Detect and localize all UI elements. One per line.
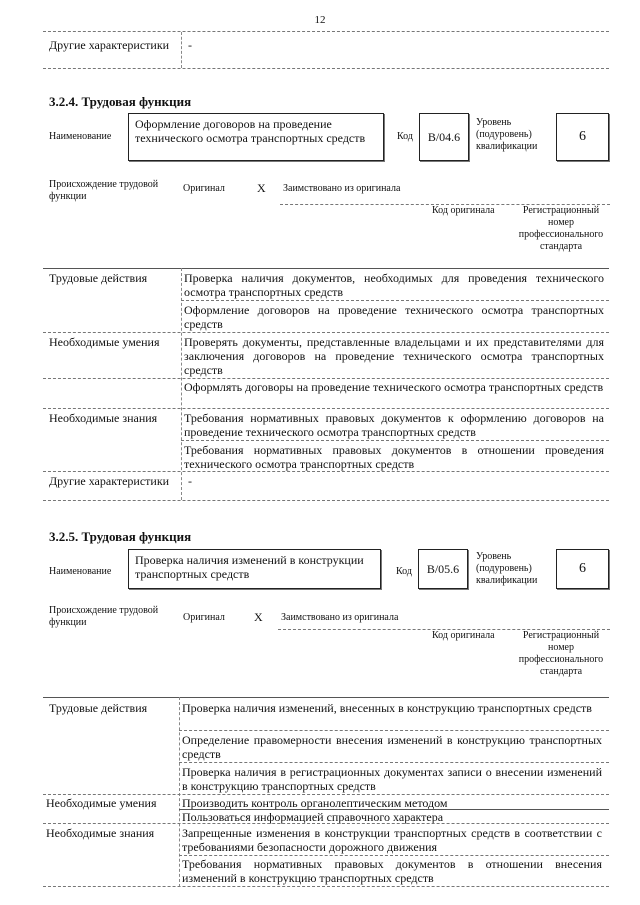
original-mark-324: X [257,181,266,195]
name-value-325: Проверка наличия изменений в конструкции транспортных средств [128,549,381,589]
code-value-325: B/05.6 [418,549,468,589]
row-item-knowledge-324-1: Требования нормативных правовых документов к оформлению договоров на проведение технического осмотра транспортных средств [184,411,604,439]
table-rule [43,500,609,501]
table-rule [181,440,609,441]
original-label-325: Оригинал [183,612,225,623]
row-label-other-324: Другие характеристики [49,474,170,488]
table-rule [181,300,609,301]
table-rule [43,31,609,32]
row-item-skills-325-2: Пользоваться информацией справочного характера [182,810,444,824]
table-rule [43,408,609,409]
row-label-skills-324: Необходимые умения [49,335,160,349]
code-original-label-325: Код оригинала [432,630,495,641]
row-item-actions-324-2: Оформление договоров на проведение технического осмотра транспортных средств [184,303,604,331]
column-divider [181,32,182,68]
code-value-324: B/04.6 [419,113,469,161]
table-rule [43,378,609,379]
table-rule [43,823,609,824]
section-heading-324: 3.2.4. Трудовая функция [49,94,192,109]
original-label-324: Оригинал [183,183,225,194]
name-label-324: Наименование [49,131,112,142]
origin-label-324: Происхождение трудовой функции [49,179,159,202]
section-heading-325: 3.2.5. Трудовая функция [49,529,192,544]
table-rule [43,268,609,269]
row-item-knowledge-324-2: Требования нормативных правовых документов в отношении проведения технического осмотра транспортных средств [184,443,604,471]
code-label-324: Код [397,131,413,142]
row-item-skills-325-1: Производить контроль органолептическим методом [182,796,448,810]
code-label-325: Код [396,566,412,577]
borrowed-label-324: Заимствовано из оригинала [283,183,401,194]
table-rule [43,697,609,698]
row-item-knowledge-325-1: Запрещенные изменения в конструкции транспортных средств в соответствии с требованиями безопасности дорожного движения [182,826,602,854]
row-item-skills-324-2: Оформлять договоры на проведение технического осмотра транспортных средств [184,380,604,394]
row-label-actions-324: Трудовые действия [49,271,148,285]
row-item-skills-324-1: Проверять документы, представленные владельцами и их представителями для заключения договоров на проведение технического осмотра транспортных средств [184,335,604,377]
level-label-325: Уровень (подуровень) квалификации [476,551,538,586]
level-label-324: Уровень (подуровень) квалификации [476,117,538,152]
origin-label-325: Происхождение трудовой функции [49,605,159,628]
row-label-skills-325: Необходимые умения [46,796,157,810]
table-rule [43,471,609,472]
borrowed-label-325: Заимствовано из оригинала [281,612,399,623]
column-divider [181,268,182,500]
reg-number-label-325: Регистрационный номер профессионального стандарта [518,630,604,677]
column-divider [179,697,180,887]
row-item-actions-325-3: Проверка наличия в регистрационных документах записи о внесении изменений в конструкцию транспортных средств [182,765,602,793]
table-rule [43,68,609,69]
code-original-label-324: Код оригинала [432,205,495,216]
level-value-324: 6 [556,113,609,161]
table-rule [179,855,609,856]
table-rule [43,886,609,887]
row-item-actions-324-1: Проверка наличия документов, необходимых для проведения технического осмотра транспортных средств [184,271,604,299]
row-item-actions-325-1: Проверка наличия изменений, внесенных в конструкцию транспортных средств [182,701,592,715]
table-rule [179,762,609,763]
table-rule [179,730,609,731]
row-item-actions-325-2: Определение правомерности внесения изменений в конструкцию транспортных средств [182,733,602,761]
top-other-label: Другие характеристики [49,38,170,52]
level-value-325: 6 [556,549,609,589]
row-item-knowledge-325-2: Требования нормативных правовых документов в отношении внесения изменений в конструкцию транспортных средств [182,857,602,885]
row-label-actions-325: Трудовые действия [49,701,148,715]
page-number: 12 [314,14,326,26]
original-mark-325: X [254,610,263,624]
name-label-325: Наименование [49,566,112,577]
top-other-value: - [188,38,192,52]
table-rule [43,794,609,795]
row-label-knowledge-324: Необходимые знания [49,411,158,425]
table-rule [43,332,609,333]
row-label-knowledge-325: Необходимые знания [46,826,155,840]
name-value-324: Оформление договоров на проведение технического осмотра транспортных средств [128,113,384,161]
row-item-other-324: - [188,474,192,488]
reg-number-label-324: Регистрационный номер профессионального стандарта [518,205,604,252]
